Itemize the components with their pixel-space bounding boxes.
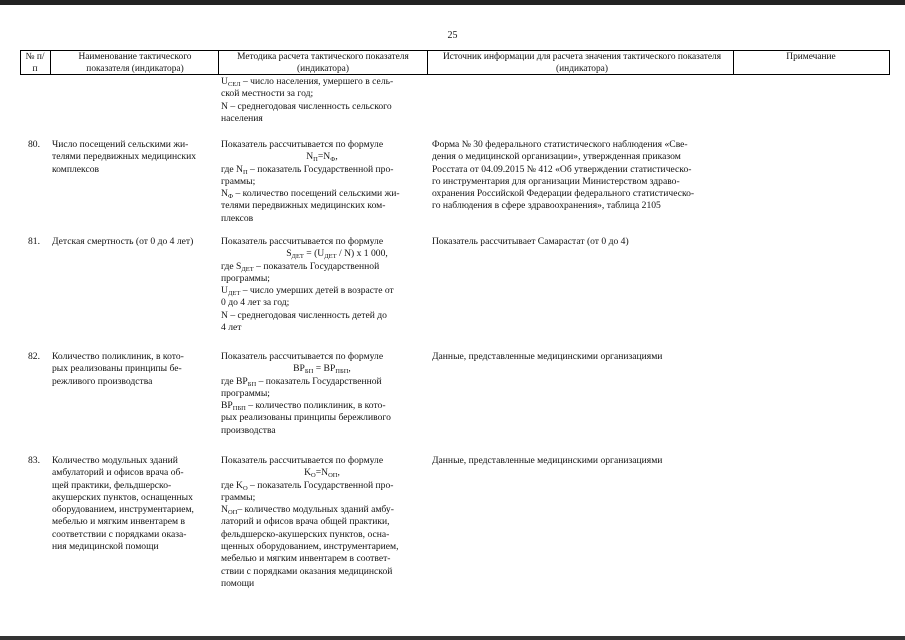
method-line: граммы; bbox=[221, 491, 256, 503]
source-line: охранения Российской Федерации федерального статистическо- bbox=[432, 188, 695, 200]
row-number: 83. bbox=[28, 455, 40, 466]
row-method bbox=[221, 236, 423, 334]
name-line: оборудованием, инструментарием, bbox=[52, 504, 194, 516]
name-line: телями передвижных медицинских bbox=[52, 151, 196, 163]
source-line: Форма № 30 федерального статистического наблюдения «Све- bbox=[432, 139, 688, 150]
method-line: $N_{ОП}-$ количество модульных зданий амбу- bbox=[221, 504, 394, 517]
method-line: $N_Ф$ – количество посещений сельскими жи- bbox=[221, 188, 400, 201]
method-line: щенных оборудованием, инструментарием, bbox=[221, 541, 399, 553]
row-source bbox=[432, 351, 728, 363]
method-line: мебелью и мягким инвентарем в соответ- bbox=[221, 553, 391, 565]
header-col-method: Методика расчета тактического показателя (индикатора) bbox=[237, 52, 409, 74]
row-number: 81. bbox=[28, 236, 40, 247]
name-line: Детская смертность (от 0 до 4 лет) bbox=[52, 236, 194, 247]
source-line: Показатель рассчитывает Самарастат (от 0 до 4) bbox=[432, 236, 629, 247]
row-number: 80. bbox=[28, 139, 40, 150]
name-line: щей практики, фельдшерско- bbox=[52, 479, 172, 491]
method-line: 0 до 4 лет за год; bbox=[221, 297, 290, 309]
row-method bbox=[221, 351, 423, 437]
formula: $N_П=N_Ф$, bbox=[306, 151, 338, 164]
scan-bottom-edge bbox=[0, 636, 905, 640]
scan-top-edge bbox=[0, 0, 905, 5]
method-line: где $S_{ДЕТ}$ – показатель Государственной bbox=[221, 260, 380, 273]
row-source bbox=[432, 236, 728, 248]
name-line: Количество модульных зданий bbox=[52, 455, 178, 466]
formula: $S_{ДЕТ} = (U_{ДЕТ} / N)$ x 1 000, bbox=[286, 248, 388, 261]
col-divider-2 bbox=[218, 50, 219, 75]
method-line: Показатель рассчитывается по формуле bbox=[221, 455, 384, 466]
row-name bbox=[52, 351, 215, 388]
row-name bbox=[52, 236, 215, 248]
method-line: Показатель рассчитывается по формуле bbox=[221, 351, 384, 362]
source-line: Росстата от 04.09.2015 № 412 «Об утверждении статистическо- bbox=[432, 163, 692, 175]
method-line: программы; bbox=[221, 387, 270, 399]
continuation-line: ской местности за год; bbox=[221, 88, 314, 100]
name-line: Число посещений сельскими жи- bbox=[52, 139, 189, 150]
name-line: амбулаторий и офисов врача об- bbox=[52, 467, 184, 479]
header-col-source: Источник информации для расчета значения тактического показателя (индикатора) bbox=[442, 52, 722, 74]
name-line: мебелью и мягким инвентарем в bbox=[52, 516, 186, 528]
continuation-method bbox=[221, 76, 423, 125]
method-line: где $BP_{БП}$ – показатель Государственной bbox=[221, 375, 382, 388]
method-line: где $N_П$ – показатель Государственной про- bbox=[221, 163, 394, 176]
page-number: 25 bbox=[447, 30, 458, 41]
continuation-line: $U_{СЕЛ}$ – число населения, умершего в сель- bbox=[221, 76, 394, 88]
method-line: Показатель рассчитывается по формуле bbox=[221, 139, 384, 150]
source-line: го инструментария для организации Министерством здраво- bbox=[432, 175, 680, 187]
row-name bbox=[52, 139, 215, 176]
method-line: латорий и офисов врача общей практики, bbox=[221, 516, 390, 528]
formula: $BP_{БП} = BP_{ПБП}$, bbox=[293, 363, 351, 376]
col-divider-4 bbox=[733, 50, 734, 75]
method-line: Показатель рассчитывается по формуле bbox=[221, 236, 384, 247]
source-line: Данные, представленные медицинскими организациями bbox=[432, 351, 663, 362]
method-line: программы; bbox=[221, 272, 270, 284]
method-line: 4 лет bbox=[221, 322, 242, 334]
name-line: рых реализованы принципы бе- bbox=[52, 363, 182, 375]
table-right-border bbox=[889, 50, 890, 75]
source-line: дения о медицинской организации», утвержденная приказом bbox=[432, 151, 681, 163]
method-line: $U_{ДЕТ}$ – число умерших детей в возрасте от bbox=[221, 285, 394, 298]
method-line: $BP_{ПБП}$ – количество поликлиник, в кото- bbox=[221, 400, 386, 413]
method-line: N – среднегодовая численность детей до bbox=[221, 309, 387, 321]
name-line: режливого производства bbox=[52, 375, 153, 387]
row-method bbox=[221, 455, 423, 590]
method-line: рых реализованы принципы бережливого bbox=[221, 412, 391, 424]
method-line: производства bbox=[221, 424, 276, 436]
col-divider-1 bbox=[50, 50, 51, 75]
header-col-note: Примечание bbox=[786, 52, 836, 62]
method-line: плексов bbox=[221, 212, 254, 224]
formula: $K_О=N_{ОП}$, bbox=[304, 467, 340, 480]
name-line: акушерских пунктов, оснащенных bbox=[52, 491, 193, 503]
row-name bbox=[52, 455, 215, 553]
name-line: Количество поликлиник, в кото- bbox=[52, 351, 184, 362]
method-line: помощи bbox=[221, 577, 255, 589]
row-source bbox=[432, 455, 728, 467]
method-line: ствии с порядками оказания медицинской bbox=[221, 565, 393, 577]
header-col-name: Наименование тактического показателя (индикатора) bbox=[78, 52, 192, 74]
row-number: 82. bbox=[28, 351, 40, 362]
row-method bbox=[221, 139, 423, 225]
source-line: го наблюдения в сфере здравоохранения», таблица 2105 bbox=[432, 200, 661, 212]
name-line: соответствии с порядками оказа- bbox=[52, 528, 187, 540]
continuation-line: населения bbox=[221, 112, 263, 124]
table-left-border bbox=[20, 50, 21, 75]
name-line: комплексов bbox=[52, 163, 100, 175]
continuation-line: N – среднегодовая численность сельского bbox=[221, 100, 392, 112]
name-line: ния медицинской помощи bbox=[52, 541, 159, 553]
method-line: граммы; bbox=[221, 175, 256, 187]
source-line: Данные, представленные медицинскими организациями bbox=[432, 455, 663, 466]
col-divider-3 bbox=[427, 50, 428, 75]
row-source bbox=[432, 139, 728, 213]
method-line: телями передвижных медицинских ком- bbox=[221, 200, 386, 212]
header-col-no: № п/п bbox=[25, 52, 45, 74]
table-top-border bbox=[20, 50, 890, 51]
method-line: фельдшерско-акушерских пунктов, осна- bbox=[221, 528, 390, 540]
method-line: где $K_О$ – показатель Государственной про- bbox=[221, 479, 394, 492]
